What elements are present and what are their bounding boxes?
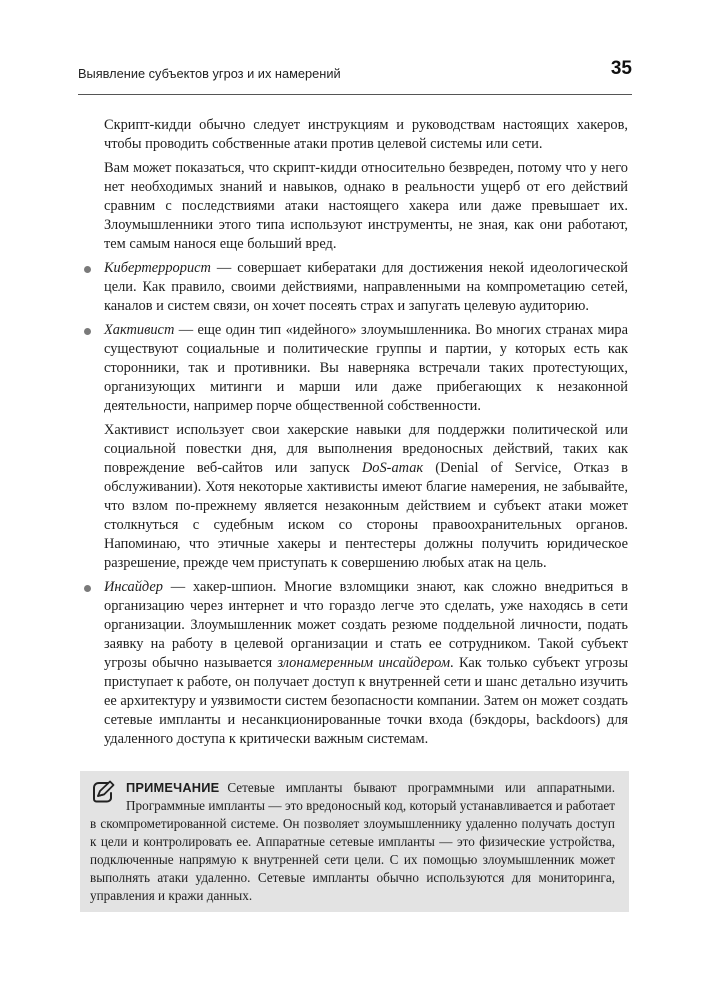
text-run: Хактивист использует свои хакерские навыки для поддержки политической или социальной повестки дня, для выполнения вредоносных действий, таких как повреждение веб-сайтов или запуск <box>104 422 628 476</box>
page-number: 35 <box>610 58 632 79</box>
note-text: Сетевые импланты бывают программными или аппаратными. Программные импланты — это вредоносный код, который устанавливается и работает в скомпрометированной системе. Он позволяет злоумышленнику удаленно получать доступ к цели и контролировать ее. Аппаратные сетевые импланты — это физические устройства, подключенные напрямую к внутренней сети цели. С их помощью злоумышленник может выполнять атаки удаленно. Сетевые импланты обычно используются для мониторинга, управления и кражи данных. <box>90 780 615 903</box>
running-header <box>78 58 632 84</box>
note-box <box>80 771 629 912</box>
running-header-title: Выявление субъектов угроз и их намерений <box>78 66 341 81</box>
list-item <box>104 578 628 749</box>
definition: — совершает кибератаки для достижения некой идеологической цели. Как правило, своими действиями, направленными на компрометацию сетей, каналов и систем связи, он хочет посеять страх и запугать целевую аудиторию. <box>104 260 628 314</box>
text-run: (Denial of Service, Отказ в обслуживании). Хотя некоторые хактивисты имеют благие намерения, не забывайте, что взлом по-прежнему является незаконным действием и субъект атаки может столкнуться с судебным иском со стороны правоохранительных органов. Напоминаю, что этичные хакеры и пентестеры должны получить юридическое разрешение, прежде чем приступать к совершению любых атак на цель. <box>104 460 628 571</box>
list-item-text <box>104 321 628 416</box>
bullet-icon <box>84 328 91 335</box>
list-item-continuation <box>104 421 628 573</box>
list-item-text <box>104 578 628 749</box>
bullet-icon <box>84 585 91 592</box>
definition: — еще один тип «идейного» злоумышленника. Во многих странах мира существуют социальные и политические группы и партии, у которых есть как сторонники, так и противники. Вы наверняка встречали таких протестующих, организующих митинги и марши или даже прибегающих к незаконной деятельности, например порче общественной собственности. <box>104 322 628 414</box>
term: злонамеренным инсайдером <box>277 655 451 671</box>
list-item-text <box>104 259 628 316</box>
term: Кибертеррорист <box>104 260 211 276</box>
term: DoS-атак <box>361 460 424 476</box>
text-run: — хакер-шпион. Многие взломщики знают, как сложно внедриться в организацию через интернет и что гораздо легче это сделать, уже находясь в сети организации. Злоумышленник может создать резюме поддельной личности, подать заявку на работу в целевой организации и стать ее сотрудником. Такой субъект угрозы обычно называется <box>104 579 628 671</box>
paragraph: Вам может показаться, что скрипт-кидди относительно безвреден, потому что у него нет необходимых знаний и навыков, однако в реальности ущерб от его действий сравним с последствиями атаки настоящего хакера или даже превышает их. Злоумышленники этого типа используют инструменты, не зная, как они работают, тем самым нанося еще больший вред. <box>104 160 628 252</box>
list-item <box>104 259 628 316</box>
header-rule <box>78 94 632 95</box>
list-item <box>104 321 628 573</box>
term: Хактивист <box>104 322 175 338</box>
note-label: ПРИМЕЧАНИЕ <box>126 780 220 795</box>
main-text <box>104 116 628 754</box>
paragraph: Скрипт-кидди обычно следует инструкциям и руководствам настоящих хакеров, чтобы проводить собственные атаки против целевой системы или сети. <box>104 117 628 152</box>
text-run: . Как только субъект угрозы приступает к работе, он получает доступ к внутренней сети и шанс детально изучить ее архитектуру и уязвимости систем безопасности компании. Затем он может создать сетевые импланты и несанкционированные точки входа (бэкдоры, backdoors) для удаленного доступа к критически важным системам. <box>104 655 628 747</box>
pencil-note-icon <box>90 779 116 805</box>
bullet-icon <box>84 266 91 273</box>
term: Инсайдер <box>104 579 163 595</box>
